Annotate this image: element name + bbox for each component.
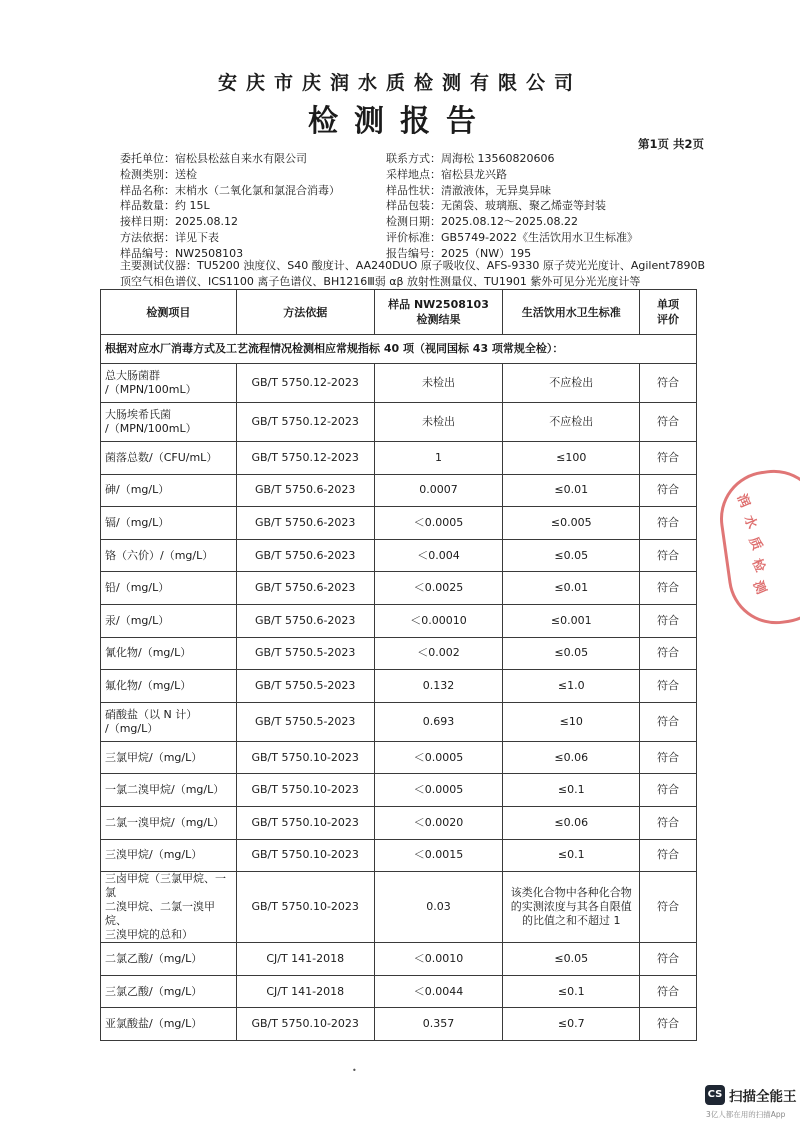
cell-line: 符合 (657, 714, 680, 728)
cell-line: ＜0.002 (417, 646, 460, 660)
cell-result (374, 474, 503, 507)
cell-line: 0.0007 (419, 483, 458, 497)
cell-result (374, 442, 503, 475)
cell-method (236, 1008, 374, 1041)
camscanner-logo-icon: CS (705, 1085, 725, 1105)
cell-line: ＜0.004 (417, 548, 460, 562)
table-row (101, 604, 697, 637)
info-left: 样品数量：约 15L (120, 199, 210, 213)
cell-line: GB/T 5750.5-2023 (254, 646, 356, 660)
cell-line: ≤0.001 (550, 613, 592, 627)
cell-line: 符合 (657, 783, 680, 797)
cell-eval (640, 442, 697, 475)
cell-line: 硝酸盐（以 N 计） (105, 707, 198, 721)
info-right: 样品包装：无菌袋、玻璃瓶、聚乙烯壶等封装 (386, 199, 606, 213)
table-row (101, 1008, 697, 1041)
table-row (101, 872, 697, 943)
cell-line: GB/T 5750.6-2023 (254, 483, 356, 497)
cell-line: GB/T 5750.6-2023 (254, 581, 356, 595)
cell-item (101, 839, 237, 872)
info-right: 检测日期：2025.08.12～2025.08.22 (386, 215, 578, 229)
table-row (101, 774, 697, 807)
sample-info-block (120, 151, 638, 262)
header-standard: 生活饮用水卫生标准 (503, 290, 640, 335)
cell-standard (503, 872, 640, 943)
info-right: 样品性状：清澈液体，无异臭异味 (386, 183, 551, 197)
cell-line: 氰化物/（mg/L） (105, 646, 192, 660)
cell-standard (503, 670, 640, 703)
cell-result (374, 637, 503, 670)
info-left: 样品编号：NW2508103 (120, 246, 244, 260)
cell-line: 二氯乙酸/（mg/L） (105, 951, 203, 965)
table-row (101, 442, 697, 475)
cell-result (374, 806, 503, 839)
cell-line: ≤0.1 (557, 848, 585, 862)
cell-line: GB/T 5750.6-2023 (254, 613, 356, 627)
table-row (101, 539, 697, 572)
cell-eval (640, 539, 697, 572)
cell-line: ＜0.0020 (413, 815, 464, 829)
info-right: 联系方式：周海松 13560820606 (386, 152, 555, 165)
table-row (101, 474, 697, 507)
cell-line: ≤10 (559, 714, 583, 728)
header-evaluation (640, 290, 697, 335)
cell-method (236, 507, 374, 540)
cell-eval (640, 943, 697, 976)
cell-line: GB/T 5750.5-2023 (254, 714, 356, 728)
cell-line: GB/T 5750.10-2023 (251, 815, 359, 829)
cell-eval (640, 1008, 697, 1041)
cell-line: GB/T 5750.10-2023 (251, 900, 359, 914)
cell-line: 三氯乙酸/（mg/L） (105, 984, 203, 998)
cell-line: 的实测浓度与其各自限值 (510, 900, 632, 914)
info-row (120, 198, 638, 214)
camscanner-name: 扫描全能王 (729, 1089, 797, 1105)
cell-method (236, 806, 374, 839)
cell-result (374, 539, 503, 572)
cell-standard (503, 774, 640, 807)
cell-item (101, 442, 237, 475)
table-row (101, 507, 697, 540)
cell-method (236, 774, 374, 807)
cell-item (101, 1008, 237, 1041)
cell-line: GB/T 5750.10-2023 (251, 783, 359, 797)
cell-line: ＜0.0015 (413, 848, 464, 862)
cell-eval (640, 839, 697, 872)
cell-item (101, 539, 237, 572)
cell-standard (503, 702, 640, 741)
cell-item (101, 741, 237, 774)
cell-line: ＜0.0005 (413, 783, 464, 797)
cell-item (101, 670, 237, 703)
cell-line: 符合 (657, 984, 680, 998)
table-row (101, 670, 697, 703)
cell-line: 符合 (657, 678, 680, 692)
cell-standard (503, 572, 640, 605)
header-result-line-1: 样品 NW2508103 (388, 298, 489, 311)
cell-line: GB/T 5750.12-2023 (251, 450, 359, 464)
info-left: 接样日期：2025.08.12 (120, 215, 238, 229)
cell-item (101, 364, 237, 403)
instruments-line-2: 顶空气相色谱仪、ICS1100 离子色谱仪、BH1216Ⅲ弱 αβ 放射性测量仪、TU1901 紫外可见分光光度计等 (120, 275, 641, 288)
cell-standard (503, 507, 640, 540)
cell-result (374, 403, 503, 442)
seal-stamp (714, 464, 800, 631)
cell-line: 符合 (657, 815, 680, 829)
cell-standard (503, 637, 640, 670)
cell-line: ＜0.0044 (413, 984, 464, 998)
cell-line: 砷/（mg/L） (105, 483, 170, 497)
cell-item (101, 572, 237, 605)
cell-line: ≤0.05 (554, 548, 589, 562)
cell-eval (640, 637, 697, 670)
cell-line: ≤0.7 (557, 1017, 585, 1031)
cell-standard (503, 806, 640, 839)
table-row (101, 741, 697, 774)
cell-item (101, 806, 237, 839)
cell-eval (640, 364, 697, 403)
cell-line: 一氯二溴甲烷/（mg/L） (105, 783, 225, 797)
cell-line: ≤0.05 (554, 951, 589, 965)
cell-line: /（MPN/100mL） (105, 422, 197, 435)
header-item: 检测项目 (101, 290, 237, 335)
cell-line: GB/T 5750.10-2023 (251, 1017, 359, 1031)
info-row (120, 214, 638, 230)
cell-item (101, 872, 237, 943)
cell-line: 符合 (657, 376, 680, 389)
cell-line: CJ/T 141-2018 (266, 984, 345, 998)
cell-line: 铅/（mg/L） (105, 581, 170, 595)
section-row (101, 335, 697, 364)
stamp-char: 水 (740, 513, 760, 532)
cell-line: 三卤甲烷（三氯甲烷、一氯 (105, 872, 226, 900)
info-row (120, 230, 638, 246)
table-row (101, 572, 697, 605)
cell-line: 符合 (657, 646, 680, 660)
cell-result (374, 872, 503, 943)
cell-item (101, 604, 237, 637)
info-right: 评价标准：GB5749-2022《生活饮用水卫生标准》 (386, 230, 639, 244)
stamp-char: 测 (749, 578, 769, 597)
cell-eval (640, 670, 697, 703)
cell-standard (503, 975, 640, 1008)
cell-item (101, 702, 237, 741)
table-row (101, 637, 697, 670)
cell-line: 二氯一溴甲烷/（mg/L） (105, 815, 225, 829)
cell-standard (503, 741, 640, 774)
cell-method (236, 572, 374, 605)
cell-line: ≤100 (556, 450, 587, 464)
info-left: 方法依据：详见下表 (120, 230, 219, 244)
cell-line: 二溴甲烷、二氯一溴甲烷、 (105, 900, 215, 928)
cell-item (101, 774, 237, 807)
cell-line: 大肠埃希氏菌 (105, 408, 171, 421)
cell-method (236, 872, 374, 943)
cell-eval (640, 741, 697, 774)
cell-line: GB/T 5750.12-2023 (251, 415, 359, 428)
cell-line: ≤0.1 (557, 783, 585, 797)
cell-line: 三溴甲烷的总和） (105, 928, 193, 942)
info-row (120, 151, 638, 167)
cell-line: ≤0.005 (550, 515, 592, 529)
cell-item (101, 637, 237, 670)
cell-line: GB/T 5750.6-2023 (254, 515, 356, 529)
cell-line: ＜0.0010 (413, 951, 464, 965)
cell-line: ＜0.00010 (410, 613, 467, 627)
cell-line: 铬（六价）/（mg/L） (105, 548, 214, 562)
cell-line: 0.693 (422, 714, 455, 728)
cell-line: ≤0.06 (554, 815, 589, 829)
cell-eval (640, 702, 697, 741)
cell-line: ＜0.0025 (413, 581, 464, 595)
cell-line: GB/T 5750.10-2023 (251, 750, 359, 764)
cell-line: GB/T 5750.5-2023 (254, 678, 356, 692)
cell-line: ＜0.0005 (413, 750, 464, 764)
camscanner-tagline: 3亿人都在用的扫描App (706, 1110, 786, 1119)
cell-line: 菌落总数/（CFU/mL） (105, 450, 218, 464)
cell-result (374, 774, 503, 807)
cell-line: ≤1.0 (557, 678, 585, 692)
cell-line: ≤0.06 (554, 750, 589, 764)
table-row (101, 839, 697, 872)
cell-line: 的比值之和不超过 1 (522, 914, 621, 928)
results-table (100, 289, 697, 1041)
section-text: 根据对应水厂消毒方式及工艺流程情况检测相应常规指标 40 项（视同国标 43 项常规全检）： (101, 335, 697, 364)
cell-method (236, 670, 374, 703)
cell-line: GB/T 5750.12-2023 (251, 376, 359, 389)
cell-line: 符合 (657, 951, 680, 965)
cell-method (236, 364, 374, 403)
cell-item (101, 474, 237, 507)
stamp-char: 检 (748, 556, 768, 575)
cell-line: 符合 (657, 581, 680, 595)
cell-line: 该类化合物中各种化合物 (510, 886, 632, 900)
cell-line: 0.03 (426, 900, 451, 914)
info-row (120, 167, 638, 183)
cell-method (236, 975, 374, 1008)
cell-result (374, 604, 503, 637)
cell-line: ≤0.01 (554, 581, 589, 595)
info-right: 采样地点：宿松县龙兴路 (386, 167, 507, 181)
cell-line: 0.132 (422, 678, 455, 692)
cell-line: 不应检出 (549, 376, 594, 389)
cell-standard (503, 403, 640, 442)
cell-item (101, 943, 237, 976)
cell-line: 三溴甲烷/（mg/L） (105, 848, 203, 862)
cell-standard (503, 474, 640, 507)
table-header-row (101, 290, 697, 335)
cell-line: ≤0.05 (554, 646, 589, 660)
cell-eval (640, 572, 697, 605)
table-row (101, 702, 697, 741)
cell-eval (640, 604, 697, 637)
table-row (101, 403, 697, 442)
info-left: 样品名称：末梢水（二氧化氯和氯混合消毒） (120, 183, 340, 197)
cell-line: 符合 (657, 613, 680, 627)
header-result (374, 290, 503, 335)
cell-standard (503, 364, 640, 403)
cell-standard (503, 442, 640, 475)
cell-line: 总大肠菌群 (105, 369, 160, 382)
dot-mark: • (352, 1066, 357, 1075)
cell-line: 符合 (657, 848, 680, 862)
report-title: 检测报告 (308, 104, 492, 139)
cell-line: /（MPN/100mL） (105, 383, 197, 396)
cell-line: 符合 (657, 1017, 680, 1031)
stamp-char: 质 (745, 534, 765, 553)
cell-eval (640, 975, 697, 1008)
cell-line: CJ/T 141-2018 (266, 951, 345, 965)
info-left: 委托单位：宿松县松兹自来水有限公司 (120, 152, 307, 165)
cell-line: 亚氯酸盐/（mg/L） (105, 1017, 203, 1031)
cell-line: 1 (434, 450, 442, 464)
cell-line: 三氯甲烷/（mg/L） (105, 750, 203, 764)
company-name: 安庆市庆润水质检测有限公司 (217, 72, 582, 94)
cell-line: 符合 (657, 548, 680, 562)
cell-line: 符合 (657, 483, 680, 497)
info-row (120, 183, 638, 199)
cell-method (236, 943, 374, 976)
info-left: 检测类别：送检 (120, 167, 197, 181)
cell-standard (503, 604, 640, 637)
cell-result (374, 943, 503, 976)
cell-line: GB/T 5750.6-2023 (254, 548, 356, 562)
cell-line: 符合 (657, 450, 680, 464)
cell-result (374, 364, 503, 403)
cell-standard (503, 943, 640, 976)
cell-eval (640, 872, 697, 943)
cell-line: 符合 (657, 900, 680, 914)
cell-eval (640, 806, 697, 839)
cell-line: /（mg/L） (105, 721, 159, 735)
cell-method (236, 403, 374, 442)
cell-method (236, 442, 374, 475)
table-row (101, 943, 697, 976)
header-eval-line-2: 评价 (657, 313, 680, 326)
table-row (101, 975, 697, 1008)
cell-item (101, 403, 237, 442)
instruments-line-1: 主要测试仪器：TU5200 浊度仪、S40 酸度计、AA240DUO 原子吸收仪、AFS-9330 原子荧光光度计、Agilent7890B (120, 259, 706, 272)
cell-result (374, 741, 503, 774)
cell-line: 未检出 (421, 415, 455, 428)
cell-eval (640, 774, 697, 807)
cell-method (236, 839, 374, 872)
stamp-char: 润 (733, 492, 753, 510)
header-eval-line-1: 单项 (657, 298, 680, 311)
cell-result (374, 1008, 503, 1041)
cell-result (374, 670, 503, 703)
cell-method (236, 637, 374, 670)
header-result-line-2: 检测结果 (416, 313, 461, 326)
cell-line: 符合 (657, 415, 680, 428)
cell-line: GB/T 5750.10-2023 (251, 848, 359, 862)
cell-line: 汞/（mg/L） (105, 613, 170, 627)
cell-line: ≤0.1 (557, 984, 585, 998)
cell-line: 符合 (657, 750, 680, 764)
table-row (101, 806, 697, 839)
cell-line: 镉/（mg/L） (105, 515, 170, 529)
cell-standard (503, 839, 640, 872)
page-info: 第1页 共2页 (637, 137, 704, 151)
cell-result (374, 702, 503, 741)
cell-result (374, 572, 503, 605)
table-row (101, 364, 697, 403)
cell-method (236, 702, 374, 741)
cell-eval (640, 474, 697, 507)
cell-standard (503, 539, 640, 572)
cell-item (101, 507, 237, 540)
cell-item (101, 975, 237, 1008)
cell-standard (503, 1008, 640, 1041)
cell-line: 不应检出 (549, 415, 594, 428)
cell-result (374, 975, 503, 1008)
cell-method (236, 741, 374, 774)
cell-line: 0.357 (422, 1017, 455, 1031)
cell-line: ≤0.01 (554, 483, 589, 497)
cell-line: ＜0.0005 (413, 515, 464, 529)
cell-result (374, 839, 503, 872)
cell-eval (640, 403, 697, 442)
cell-line: 未检出 (421, 376, 455, 389)
cell-method (236, 539, 374, 572)
info-right: 报告编号：2025（NW）195 (386, 246, 532, 260)
cell-eval (640, 507, 697, 540)
cell-method (236, 604, 374, 637)
cell-result (374, 507, 503, 540)
cell-method (236, 474, 374, 507)
header-method: 方法依据 (236, 290, 374, 335)
cell-line: 符合 (657, 515, 680, 529)
cell-line: 氟化物/（mg/L） (105, 678, 192, 692)
